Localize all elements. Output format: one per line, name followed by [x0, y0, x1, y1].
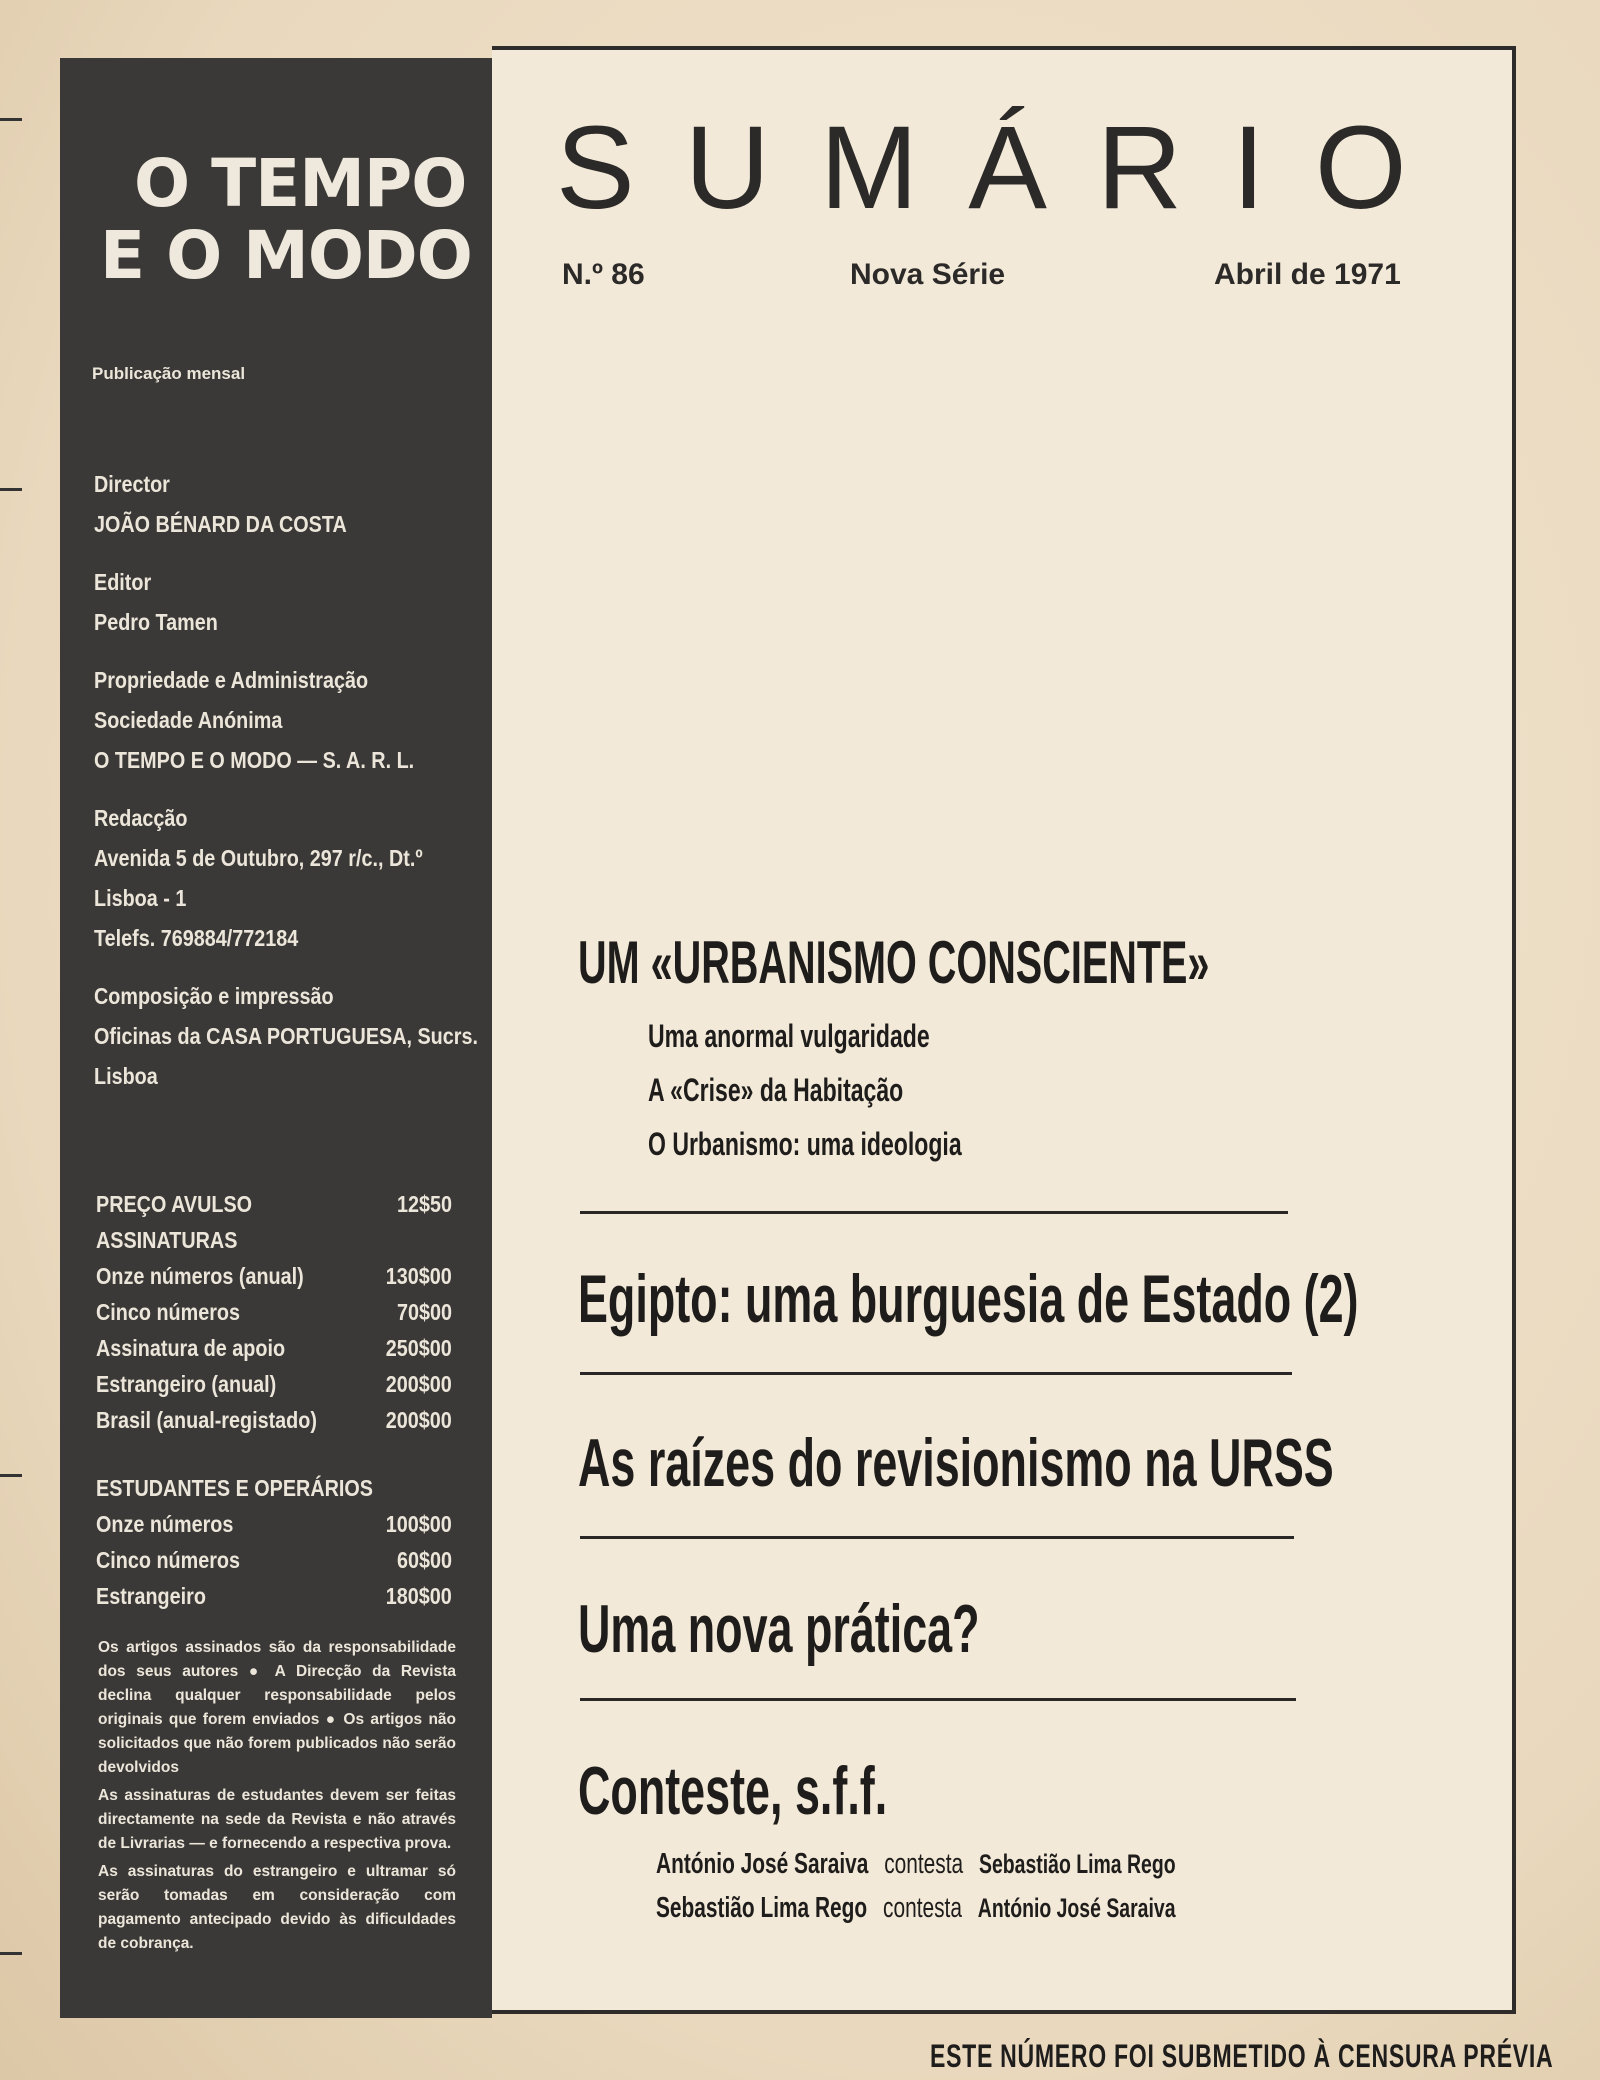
article-subtitle: A «Crise» da Habitação: [648, 1072, 904, 1108]
note-paragraph: As assinaturas de estudantes devem ser feitas directamente na sede da Revista e não através de Livrarias — e fornecendo a respectiva prova.: [98, 1787, 456, 1852]
price-row: [96, 1366, 452, 1402]
staff-role: Composição e impressão: [94, 983, 334, 1009]
subscriptions-heading: ASSINATURAS: [96, 1227, 238, 1253]
price-label: Estrangeiro: [96, 1583, 206, 1609]
article-title: As raízes do revisionismo na URSS: [578, 1425, 1334, 1501]
price-row: [96, 1330, 452, 1366]
price-value: 70$00: [396, 1299, 452, 1325]
staff-ownership: [94, 660, 474, 780]
price-value: 60$00: [396, 1547, 452, 1573]
price-row: [96, 1258, 452, 1294]
price-list: [96, 1186, 452, 1614]
staff-role: Director: [94, 471, 170, 497]
staff-role: Editor: [94, 569, 152, 595]
price-value: 12$50: [396, 1191, 452, 1217]
contest-target: António José Saraiva: [977, 1893, 1176, 1923]
students-heading: ESTUDANTES E OPERÁRIOS: [96, 1475, 373, 1501]
price-label: Cinco números: [96, 1547, 240, 1573]
page-title: SUMÁRIO: [556, 102, 1457, 234]
editorial-notes: [98, 1636, 456, 1960]
contest-target: Sebastião Lima Rego: [978, 1849, 1176, 1879]
staff-value: Oficinas da CASA PORTUGUESA, Sucrs.: [94, 1023, 478, 1049]
article-title: UM «URBANISMO CONSCIENTE»: [578, 929, 1210, 996]
staff-printing: [94, 976, 478, 1096]
price-row: [96, 1506, 452, 1542]
students-prices: [96, 1470, 452, 1614]
edge-mark: [0, 118, 22, 121]
staff-value: O TEMPO E O MODO — S. A. R. L.: [94, 747, 415, 773]
article-title: Uma nova prática?: [578, 1591, 980, 1667]
price-label: Brasil (anual-registado): [96, 1407, 317, 1433]
price-row: [96, 1542, 452, 1578]
issue-number: N.º 86: [562, 258, 645, 291]
staff-editor: [94, 562, 474, 642]
contest-verb: contesta: [883, 1892, 962, 1924]
staff-value: Sociedade Anónima: [94, 707, 283, 733]
price-row: [96, 1402, 452, 1438]
publication-frequency: Publicação mensal: [92, 364, 246, 383]
price-value: 250$00: [385, 1335, 452, 1361]
contest-verb: contesta: [884, 1848, 964, 1880]
article-title: Conteste, s.f.f.: [578, 1753, 888, 1829]
sidebar-colophon: [60, 58, 492, 2018]
price-label: Cinco números: [96, 1299, 240, 1325]
price-row-single: [96, 1186, 452, 1222]
masthead-logo: [100, 145, 480, 294]
masthead-line-2: E O MODO: [100, 217, 472, 294]
price-value: 130$00: [385, 1263, 452, 1289]
note-paragraph: Os artigos assinados são da responsabilidade dos seus autores ● A Direcção da Revista declina qualquer responsabilidade pelos originais que forem enviados ● Os artigos não solicitados que não forem publicados não serão devolvidos: [98, 1639, 456, 1776]
article-subtitle: Uma anormal vulgaridade: [648, 1018, 930, 1054]
divider-rule: [580, 1211, 1288, 1214]
divider-rule: [580, 1536, 1294, 1539]
price-label: Estrangeiro (anual): [96, 1371, 277, 1397]
price-value: 200$00: [385, 1371, 452, 1397]
article-title: Egipto: uma burguesia de Estado (2): [578, 1261, 1359, 1337]
issue-date: Abril de 1971: [1214, 258, 1401, 291]
note-paragraph: As assinaturas do estrangeiro e ultramar só serão tomadas em consideração com pagamento antecipado devido às dificuldades de cobrança.: [98, 1863, 456, 1952]
contest-author: António José Saraiva: [656, 1848, 869, 1880]
contest-line: [656, 1848, 1176, 1881]
staff-director: [94, 464, 474, 544]
staff-list: [94, 464, 478, 1114]
staff-editorial-office: [94, 798, 474, 958]
price-row: [96, 1294, 452, 1330]
price-label: Assinatura de apoio: [96, 1335, 286, 1361]
contest-author: Sebastião Lima Rego: [656, 1892, 868, 1924]
edge-mark: [0, 488, 22, 491]
staff-role: Redacção: [94, 805, 188, 831]
divider-rule: [580, 1698, 1296, 1701]
staff-value: Telefs. 769884/772184: [94, 925, 299, 951]
divider-rule: [580, 1372, 1292, 1375]
staff-value: JOÃO BÉNARD DA COSTA: [94, 511, 347, 537]
edge-mark: [0, 1952, 22, 1955]
price-value: 200$00: [385, 1407, 452, 1433]
staff-role: Propriedade e Administração: [94, 667, 369, 693]
price-label: PREÇO AVULSO: [96, 1191, 253, 1217]
article-subtitle: O Urbanismo: uma ideologia: [648, 1126, 962, 1162]
staff-value: Avenida 5 de Outubro, 297 r/c., Dt.º: [94, 845, 423, 871]
staff-value: Lisboa - 1: [94, 885, 187, 911]
price-value: 180$00: [385, 1583, 452, 1609]
edge-mark: [0, 1474, 22, 1477]
censorship-notice: ESTE NÚMERO FOI SUBMETIDO À CENSURA PRÉVIA: [930, 2038, 1554, 2074]
issue-series: Nova Série: [850, 258, 1006, 291]
contents-frame: [492, 46, 1516, 2014]
price-label: Onze números: [96, 1511, 234, 1537]
masthead-line-1: O TEMPO: [134, 145, 467, 222]
price-row: [96, 1578, 452, 1614]
price-label: Onze números (anual): [96, 1263, 304, 1289]
staff-value: Lisboa: [94, 1063, 158, 1089]
price-value: 100$00: [385, 1511, 452, 1537]
contest-line: [656, 1892, 1176, 1925]
staff-value: Pedro Tamen: [94, 609, 218, 635]
